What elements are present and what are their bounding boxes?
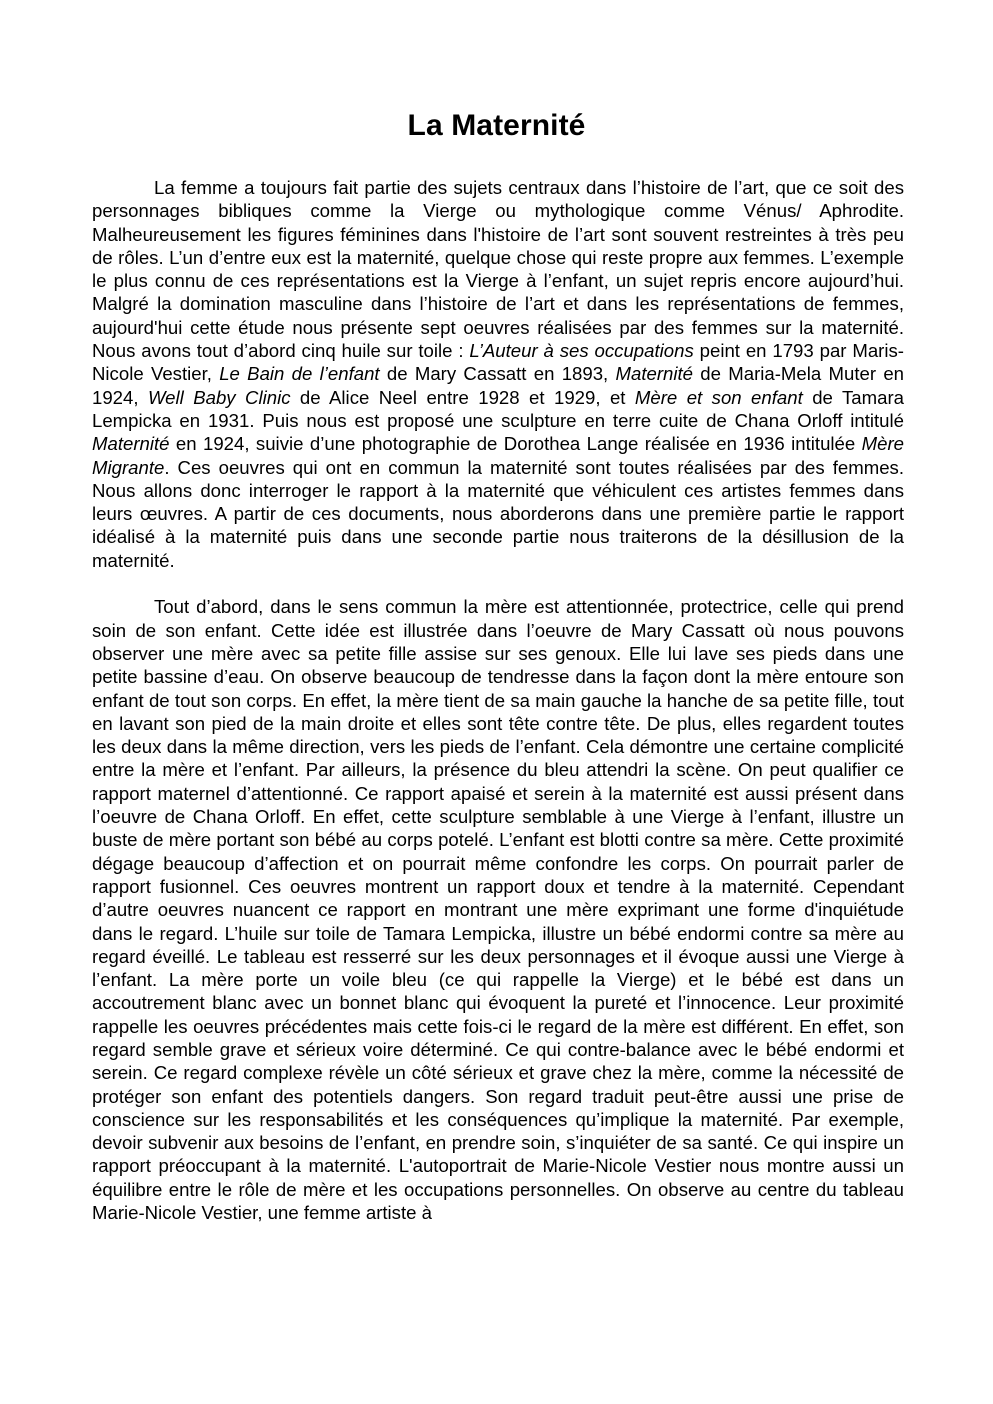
text-run: Tout d’abord, dans le sens commun la mère est attentionnée, protectrice, celle qui prend soin de son enfant. Cette idée est illustrée dans l’oeuvre de Mary Cassatt où nous pouvons observer une mère avec sa petite fille assise sur ses genoux. Elle lui lave ses pieds dans une petite bassine d’eau. On observe beaucoup de tendresse dans la façon dont la mère entoure son enfant de tout son corps. En effet, la mère tient de sa main gauche la hanche de sa petite fille, tout en lavant son pied de la main droite et elles sont tête contre tête. De plus, elles regardent toutes les deux dans la même direction, vers les pieds de l’enfant. Cela démontre une certaine complicité entre la mère et l’enfant. Par ailleurs, la présence du bleu attendri la scène. On peut qualifier ce rapport maternel d’attentionné. Ce rapport apaisé et serein à la maternité est aussi présent dans l’oeuvre de Chana Orloff. En effet, cette sculpture semblable à une Vierge à l’enfant, illustre un buste de mère portant son bébé au corps potelé. L’enfant est blotti contre sa mère. Cette proximité dégage beaucoup d’affection et on pourrait même confondre les corps. On pourrait parler de rapport fusionnel. Ces oeuvres montrent un rapport doux et tendre à la maternité. Cependant d’autre oeuvres nuancent ce rapport en montrant une mère exprimant une forme d'inquiétude dans le regard. L’huile sur toile de Tamara Lempicka, illustre un bébé endormi contre sa mère au regard éveillé. Le tableau est resserré sur les deux personnages et il évoque aussi une Vierge à l’enfant. La mère porte un voile bleu (ce qui rappelle la Vierge) et le bébé est dans un accoutrement blanc avec un bonnet blanc qui évoquent la pureté et l’innocence. Leur proximité rappelle les oeuvres précédentes mais cette fois-ci le regard de la mère est différent. En effet, son regard semble grave et sérieux voire déterminé. Ce qui contre-balance avec le bébé endormi et serein. Ce regard complexe révèle un côté sérieux et grave chez la mère, comme la nécessité de protéger son enfant des potentiels dangers. Son regard traduit peut-être aussi une prise de conscience sur les responsabilités et les conséquences qu’implique la maternité. Par exemple, devoir subvenir aux besoins de l’enfant, en prendre soin, s’inquiéter de sa santé. Ce qui inspire un rapport préoccupant à la maternité. L'autoportrait de Marie-Nicole Vestier nous montre aussi un équilibre entre le rôle de mère et les occupations personnelles. On observe au centre du tableau Marie-Nicole Vestier, une femme artiste à	[92, 596, 904, 1224]
artwork-title-italic: Mère Migrante	[92, 433, 904, 478]
artwork-title-italic: L’Auteur à ses occupations	[469, 340, 694, 362]
document-body	[92, 176, 904, 1224]
artwork-title-italic: Maternité	[615, 363, 694, 385]
text-run: La femme a toujours fait partie des sujets centraux dans l’histoire de l’art, que ce soit des personnages bibliques comme la Vierge ou mythologique comme Vénus/ Aphrodite. Malheureusement les figures féminines dans l'histoire de l’art sont souvent restreintes à très peu de rôles. L’un d’entre eux est la maternité, quelque chose qui reste propre aux femmes. L’exemple le plus connu de ces représentations est la Vierge à l’enfant, un sujet repris encore aujourd’hui. Malgré la domination masculine dans l’histoire de l’art et dans les représentations de femmes, aujourd'hui cette étude nous présente sept oeuvres réalisées par des femmes sur la maternité. Nous avons tout d’abord cinq huile sur toile :	[92, 177, 904, 362]
paragraph	[92, 595, 904, 1224]
text-run: de Alice Neel entre 1928 et 1929, et	[290, 386, 635, 408]
text-run: peint en 1793 par Maris-Nicole Vestier,	[92, 340, 904, 385]
text-run: de Maria-Mela Muter en 1924,	[92, 363, 905, 408]
text-run: en 1924, suivie d’une photographie de Dorothea Lange réalisée en 1936 intitulée	[169, 433, 862, 455]
artwork-title-italic: Mère et son enfant	[634, 386, 803, 408]
paragraph	[92, 176, 904, 572]
artwork-title-italic: Well Baby Clinic	[147, 386, 291, 408]
text-run: . Ces oeuvres qui ont en commun la maternité sont toutes réalisées par des femmes. Nous allons donc interroger le rapport à la maternité que véhiculent ces artistes femmes dans leurs œuvres. A partir de ces documents, nous aborderons dans une première partie le rapport idéalisé à la maternité puis dans une seconde partie nous traiterons de la désillusion de la maternité.	[92, 456, 904, 571]
text-run: de Tamara Lempicka en 1931. Puis nous est proposé une sculpture en terre cuite de Chana Orloff intitulé	[92, 386, 904, 431]
artwork-title-italic: Le Bain de l’enfant	[219, 363, 380, 385]
page-title: La Maternité	[407, 109, 586, 143]
artwork-title-italic: Maternité	[92, 433, 170, 455]
text-run: de Mary Cassatt en 1893,	[379, 363, 616, 385]
